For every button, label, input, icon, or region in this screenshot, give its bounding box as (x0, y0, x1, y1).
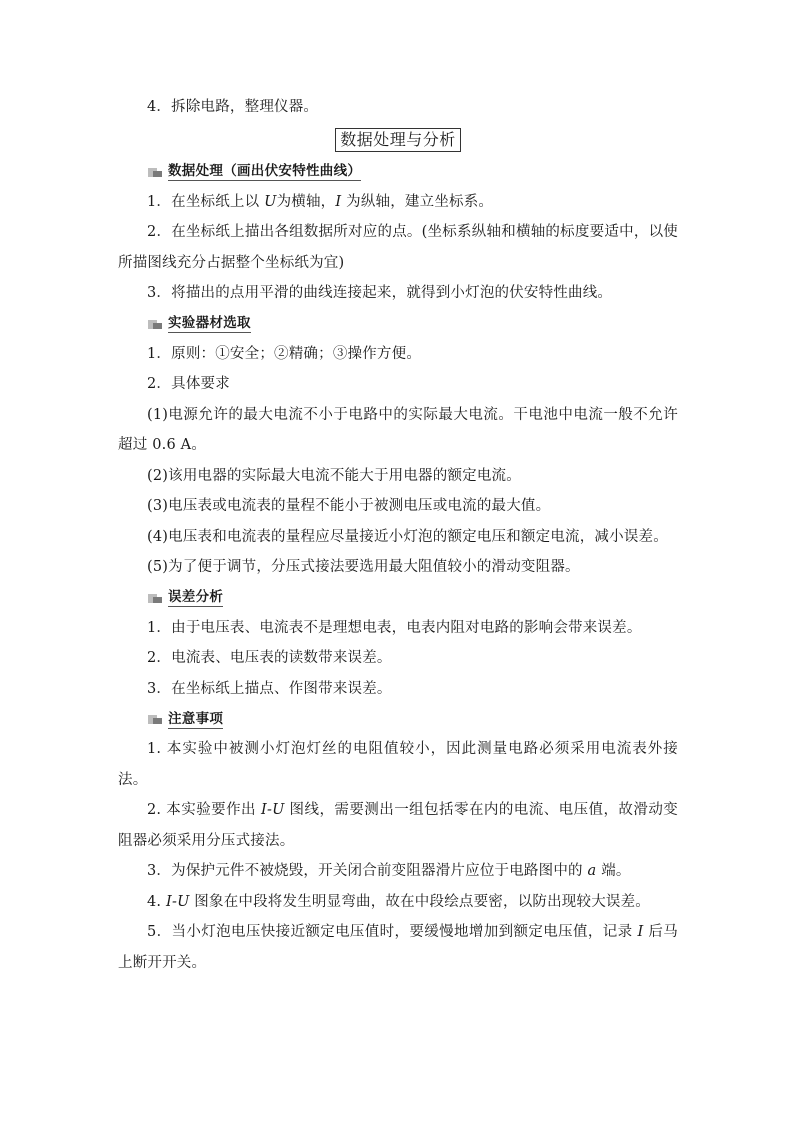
notes-item-1: 1. 本实验中被测小灯泡灯丝的电阻值较小，因此测量电路必须采用电流表外接法。 (118, 741, 678, 788)
heading-label: 数据处理（画出伏安特性曲线） (168, 163, 362, 179)
notes-item-3: 3．为保护元件不被烧毁，开关闭合前变阻器滑片应位于电路图中的 a 端。 (147, 863, 631, 879)
heading-label: 实验器材选取 (168, 315, 251, 331)
section-title: 数据处理与分析 (335, 128, 461, 152)
equipment-req-3: (3)电压表或电流表的量程不能小于被测电压或电流的最大值。 (147, 498, 551, 514)
heading-data-processing (118, 157, 678, 187)
error-item-3: 3．在坐标纸上描点、作图带来误差。 (147, 680, 392, 697)
heading-error-analysis (118, 583, 678, 613)
section-marker-icon (148, 591, 162, 605)
section-marker-icon (148, 165, 162, 179)
step-4-text: 4．拆除电路，整理仪器。 (147, 99, 319, 115)
equipment-req-4: (4)电压表和电流表的量程应尽量接近小灯泡的额定电压和额定电流，减小误差。 (147, 528, 668, 545)
equipment-req-1: (1)电源允许的最大电流不小于电路中的实际最大电流。干电池中电流一般不允许超过 0.6 A。 (118, 406, 678, 453)
heading-label: 注意事项 (168, 710, 224, 727)
heading-label: 误差分析 (168, 589, 224, 605)
equipment-req-5: (5)为了便于调节，分压式接法要选用最大阻值较小的滑动变阻器。 (147, 559, 580, 575)
notes-item-4: 4. I-U 图象在中段将发生明显弯曲，故在中段绘点要密，以防出现较大误差。 (147, 893, 651, 910)
section-marker-icon (148, 317, 162, 331)
heading-notes (118, 704, 678, 734)
data-processing-item-2: 2．在坐标纸上描出各组数据所对应的点。(坐标系纵轴和横轴的标度要适中，以使所描图线充分占据整个坐标纸为宜) (118, 224, 678, 271)
equipment-req-2: (2)该用电器的实际最大电流不能大于用电器的额定电流。 (147, 467, 521, 484)
error-item-1: 1．由于电压表、电流表不是理想电表，电表内阻对电路的影响会带来误差。 (147, 619, 642, 636)
data-processing-item-3: 3．将描出的点用平滑的曲线连接起来，就得到小灯泡的伏安特性曲线。 (147, 285, 613, 301)
notes-item-5: 5．当小灯泡电压快接近额定电压值时，要缓慢地增加到额定电压值，记录 I 后马上断开开关。 (118, 924, 678, 971)
section-title-wrap (118, 123, 678, 157)
equipment-item-1: 1．原则：①安全；②精确；③操作方便。 (147, 345, 422, 362)
error-item-2: 2．电流表、电压表的读数带来误差。 (147, 650, 392, 666)
data-processing-item-1: 1．在坐标纸上以 U为横轴，I 为纵轴，建立坐标系。 (147, 193, 494, 210)
section-marker-icon (148, 712, 162, 726)
document-page (118, 92, 678, 978)
heading-equipment (118, 309, 678, 339)
notes-item-2: 2. 本实验要作出 I-U 图线，需要测出一组包括零在内的电流、电压值，故滑动变阻器必须采用分压式接法。 (118, 802, 678, 849)
equipment-item-2: 2．具体要求 (147, 376, 230, 392)
